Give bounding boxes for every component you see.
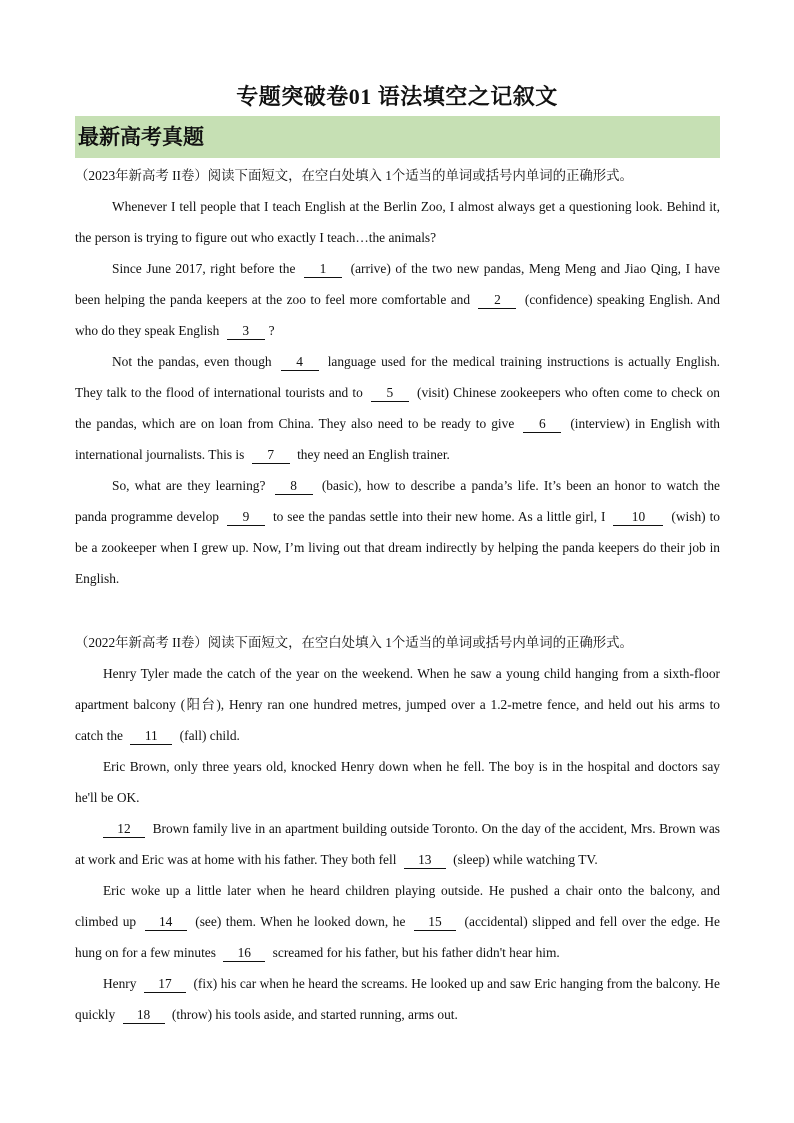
blank-6[interactable]: 6 xyxy=(523,416,561,433)
blank-11[interactable]: 11 xyxy=(130,728,172,745)
text: (fix) his car when he heard the screams. He looked up and saw Eric hanging from the balcony. He quickly xyxy=(75,976,720,1022)
text: Eric woke up a little later when he heard children playing outside. He pushed a chair onto the balcony, and climbed up xyxy=(75,883,720,929)
text: (basic), how to describe a panda’s life. It’s been an honor to watch the panda programme develop xyxy=(75,478,720,524)
page-title: 专题突破卷01 语法填空之记叙文 xyxy=(236,84,558,109)
passage-2023 xyxy=(75,160,720,594)
text: ? xyxy=(268,323,275,338)
passage-2022 xyxy=(75,627,720,1030)
blank-7[interactable]: 7 xyxy=(252,447,290,464)
paragraph xyxy=(75,191,720,253)
text: (wish) to be a zookeeper when I grew up. Now, I’m living out that dream indirectly by helping the panda keepers do their job in English. xyxy=(75,509,721,586)
blank-8[interactable]: 8 xyxy=(275,478,313,495)
text: they need an English trainer. xyxy=(297,447,450,462)
instruction-2023: （2023年新高考 II卷）阅读下面短文，在空白处填入 1个适当的单词或括号内单词的正确形式。 xyxy=(75,168,633,183)
text: (interview) in English with international journalists. This is xyxy=(75,416,720,462)
section-banner: 最新高考真题 xyxy=(75,116,720,158)
paragraph xyxy=(75,968,720,1030)
instruction-2022: （2022年新高考 II卷）阅读下面短文，在空白处填入 1个适当的单词或括号内单词的正确形式。 xyxy=(75,635,633,650)
text: (fall) child. xyxy=(179,728,240,743)
text: (arrive) of the two new pandas, Meng Meng and Jiao Qing, I have been helping the panda keepers at the zoo to feel more comfortable and xyxy=(75,261,720,307)
paragraph xyxy=(75,346,720,470)
text: (accidental) slipped and fell over the edge. He hung on for a few minutes xyxy=(75,914,720,960)
blank-5[interactable]: 5 xyxy=(371,385,409,402)
text: Not the pandas, even though xyxy=(112,354,272,369)
blank-13[interactable]: 13 xyxy=(404,852,446,869)
text: So, what are they learning? xyxy=(112,478,266,493)
blank-15[interactable]: 15 xyxy=(414,914,456,931)
text: language used for the medical training instructions is actually English. They talk to the flood of international tourists and to xyxy=(75,354,720,400)
blank-14[interactable]: 14 xyxy=(145,914,187,931)
blank-2[interactable]: 2 xyxy=(478,292,516,309)
blank-9[interactable]: 9 xyxy=(227,509,265,526)
blank-4[interactable]: 4 xyxy=(281,354,319,371)
text: Henry Tyler made the catch of the year on the weekend. When he saw a young child hanging from a sixth-floor apartment balcony (阳台), Henry ran one hundred metres, jumped over a 1.2-metre fence, and held out his arms to catch the xyxy=(75,666,720,743)
blank-17[interactable]: 17 xyxy=(144,976,186,993)
paragraph xyxy=(75,658,720,751)
paragraph xyxy=(75,875,720,968)
text: Since June 2017, right before the xyxy=(112,261,296,276)
text: (throw) his tools aside, and started running, arms out. xyxy=(171,1007,458,1022)
paragraph xyxy=(75,751,720,813)
blank-10[interactable]: 10 xyxy=(613,509,663,526)
paragraph xyxy=(75,253,720,346)
text: Brown family live in an apartment building outside Toronto. On the day of the accident, Mrs. Brown was at work and Eric was at home with his father. They both fell xyxy=(75,821,720,867)
text: (see) them. When he looked down, he xyxy=(195,914,406,929)
text: Eric Brown, only three years old, knocked Henry down when he fell. The boy is in the hospital and doctors say he'll be OK. xyxy=(75,759,720,805)
text: to see the pandas settle into their new home. As a little girl, I xyxy=(272,509,606,524)
blank-12[interactable]: 12 xyxy=(103,821,145,838)
text: Henry xyxy=(103,976,137,991)
paragraph xyxy=(75,470,720,594)
text: (confidence) speaking English. And who do they speak English xyxy=(75,292,720,338)
blank-18[interactable]: 18 xyxy=(123,1007,165,1024)
text: (visit) Chinese zookeepers who often come to check on the pandas, which are on loan from China. They also need to be ready to give xyxy=(75,385,720,431)
text: Whenever I tell people that I teach English at the Berlin Zoo, I almost always get a questioning look. Behind it, the person is trying to figure out who exactly I teach…the animals? xyxy=(75,199,720,245)
blank-1[interactable]: 1 xyxy=(304,261,342,278)
text: (sleep) while watching TV. xyxy=(453,852,598,867)
blank-16[interactable]: 16 xyxy=(223,945,265,962)
text: screamed for his father, but his father didn't hear him. xyxy=(272,945,560,960)
paragraph xyxy=(75,813,720,875)
blank-3[interactable]: 3 xyxy=(227,323,265,340)
